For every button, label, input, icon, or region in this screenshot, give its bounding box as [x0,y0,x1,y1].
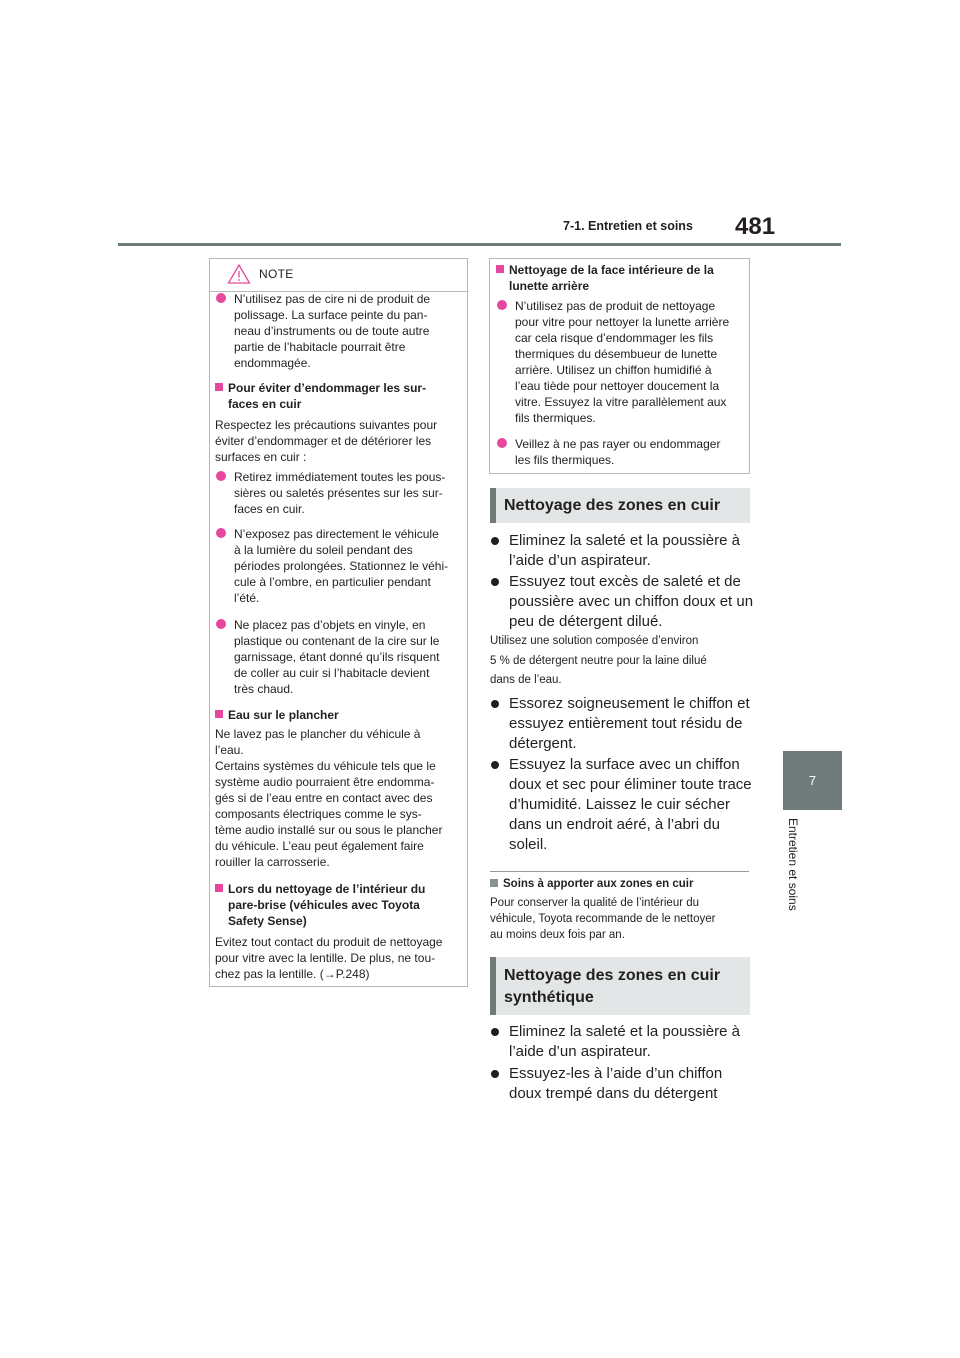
step-line: Essuyez-les à l’aide d’un chiffon [509,1065,723,1082]
synthetic-step [490,1022,774,1062]
note-paragraph [215,726,460,870]
synthetic-step [490,1064,774,1104]
step-line: Essorez soigneusement le chiffon et [509,695,750,712]
square-marker-icon [215,383,223,391]
bullet-dot-icon [497,438,507,448]
note-line: à la lumière du soleil pendant des [234,543,413,557]
rear-window-note-box [489,258,750,474]
note-line: plastique ou contenant de la cire sur le [234,634,440,648]
note-line: l’eau tiède pour nettoyer doucement la [515,379,720,393]
step-line: Eliminez la saleté et la poussière à [509,532,740,549]
step-line: peu de détergent dilué. [509,613,663,630]
note-line: composants électriques comme le sys- [215,807,422,821]
note-line: périodes prolongées. Stationnez le véhi- [234,559,449,573]
note-bullet [496,298,760,426]
note-line: Ne placez pas d’objets en vinyle, en [234,618,426,632]
note-line: l’eau. [215,743,244,757]
bullet-dot-icon [497,300,507,310]
step-line: doux trempé dans du détergent [509,1085,718,1102]
note-line: thermiques du désembueur de lunette [515,347,718,361]
note-bullet [496,436,760,468]
square-marker-icon [215,710,223,718]
bullet-dot-icon [216,528,226,538]
note-line: du véhicule. L’eau peut également faire [215,839,424,853]
leather-step [490,572,774,632]
leather-step [490,531,774,571]
note-line: Retirez immédiatement toutes les pous- [234,470,446,484]
leather-step [490,755,774,855]
bullet-dot-icon [491,578,499,586]
step-line: l’aide d’un aspirateur. [509,1043,651,1060]
care-heading-text: Soins à apporter aux zones en cuir [503,878,694,890]
note-line: fils thermiques. [515,411,596,425]
note-line: endommagée. [234,356,311,370]
note-line: système audio pourraient être endomma- [215,775,435,789]
note-line: Ne lavez pas le plancher du véhicule à [215,727,421,741]
note-line: rouiller la carrosserie. [215,855,330,869]
note-line: partie de l’habitacle pourrait être [234,340,406,354]
note-line: Nettoyage de la face intérieure de la [509,263,714,277]
section-title-line: Nettoyage des zones en cuir [504,967,721,984]
bullet-dot-icon [216,619,226,629]
step-line: doux et sec pour éliminer toute trace [509,776,752,793]
step-line: essuyez entièrement tout résidu de [509,715,743,732]
bullet-dot-icon [491,1028,499,1036]
note-line: sières ou saletés présentes sur les sur- [234,486,443,500]
section-title-line: synthétique [504,989,594,1006]
note-line: faces en cuir. [234,502,305,516]
leather-step [490,694,774,754]
step-line: Essuyez la surface avec un chiffon [509,756,740,773]
note-box [209,258,468,987]
section-header: 7-1. Entretien et soins [563,219,693,233]
square-marker-icon [215,884,223,892]
care-line: Pour conserver la qualité de l’intérieur du [490,897,700,909]
bullet-dot-icon [216,293,226,303]
step-line: l’aide d’un aspirateur. [509,552,651,569]
note-line: Pour éviter d’endommager les sur- [228,381,427,395]
note-line: pour vitre pour nettoyer la lunette arrière [515,315,730,329]
note-bullet [215,291,479,371]
warning-triangle-icon [227,263,251,285]
note-line: pare-brise (véhicules avec Toyota [228,898,420,912]
step-line: poussière avec un chiffon doux et un [509,593,754,610]
note-line: Certains systèmes du véhicule tels que le [215,759,436,773]
note-line: les fils thermiques. [515,453,615,467]
bullet-dot-icon [491,1070,499,1078]
note-line: dans de l’eau. [490,674,562,686]
note-line: l’été. [234,591,260,605]
note-bullet [215,617,479,697]
note-line: Evitez tout contact du produit de nettoyage [215,935,443,949]
note-subheading [496,262,754,294]
note-line: polissage. La surface peinte du pan- [234,308,428,322]
note-line: N’utilisez pas de cire ni de produit de [234,292,431,306]
note-header [210,259,467,292]
bullet-dot-icon [216,471,226,481]
note-line: lunette arrière [509,279,590,293]
note-label: NOTE [259,267,294,281]
note-line: gés si de l’eau entre en contact avec des [215,791,433,805]
step-line: soleil. [509,836,548,853]
note-line: arrière. Utilisez un chiffon humidifié à [515,363,712,377]
square-marker-icon [496,265,504,273]
bullet-dot-icon [491,537,499,545]
note-line: Veillez à ne pas rayer ou endommager [515,437,721,451]
note-line: Lors du nettoyage de l’intérieur du [228,882,426,896]
step-line: Eliminez la saleté et la poussière à [509,1023,740,1040]
bullet-dot-icon [491,761,499,769]
note-line: surfaces en cuir : [215,450,307,464]
step-line: détergent. [509,735,577,752]
note-subheading [215,380,473,412]
chapter-tab: 7 [783,751,842,810]
section-heading-synthetic [490,957,750,1015]
note-bullet [215,526,479,606]
square-marker-icon [490,879,498,887]
leather-note [490,632,755,691]
note-line: N’utilisez pas de produit de nettoyage [515,299,716,313]
section-divider [490,871,749,872]
note-line: très chaud. [234,682,294,696]
section-heading-leather: Nettoyage des zones en cuir [490,488,750,523]
note-line: Safety Sense) [228,914,307,928]
care-line: véhicule, Toyota recommande de le nettoyer [490,913,716,925]
note-line: neau d’instruments ou de toute autre [234,324,430,338]
care-line: au moins deux fois par an. [490,929,625,941]
note-line: Utilisez une solution composée d’environ [490,635,699,647]
step-line: dans un endroit aéré, à l’abri du [509,816,720,833]
care-paragraph [490,895,752,943]
chapter-title: Entretien et soins [786,818,800,911]
note-line: pour vitre avec la lentille. De plus, ne tou- [215,951,436,965]
note-line: tème audio installé sur ou sous le plancher [215,823,443,837]
note-line: car cela risque d’endommager les fils [515,331,714,345]
note-line: faces en cuir [228,397,302,411]
care-heading [490,876,763,892]
step-line: Essuyez tout excès de saleté et de [509,573,741,590]
note-line: N’exposez pas directement le véhicule [234,527,439,541]
note-line: 5 % de détergent neutre pour la laine dilué [490,654,707,667]
header-rule [118,243,841,246]
note-line: éviter d’endommager et de détériorer les [215,434,432,448]
note-paragraph [215,934,463,982]
note-line: de coller au cuir si l’habitacle devient [234,666,430,680]
note-line: vitre. Essuyez la vitre parallèlement aux [515,395,727,409]
note-subheading [215,881,473,929]
note-line: cule à l’ombre, en particulier pendant [234,575,431,589]
page-number: 481 [735,213,776,240]
note-line: Eau sur le plancher [228,708,339,722]
note-subheading [215,707,473,723]
note-bullet [215,469,479,517]
note-line: garnissage, étant donné qu’ils risquent [234,650,440,664]
step-line: d’humidité. Laissez le cuir sécher [509,796,730,813]
note-line: chez pas la lentille. (→P.248) [215,967,370,981]
bullet-dot-icon [491,700,499,708]
note-paragraph [215,417,460,465]
note-line: Respectez les précautions suivantes pour [215,418,438,432]
